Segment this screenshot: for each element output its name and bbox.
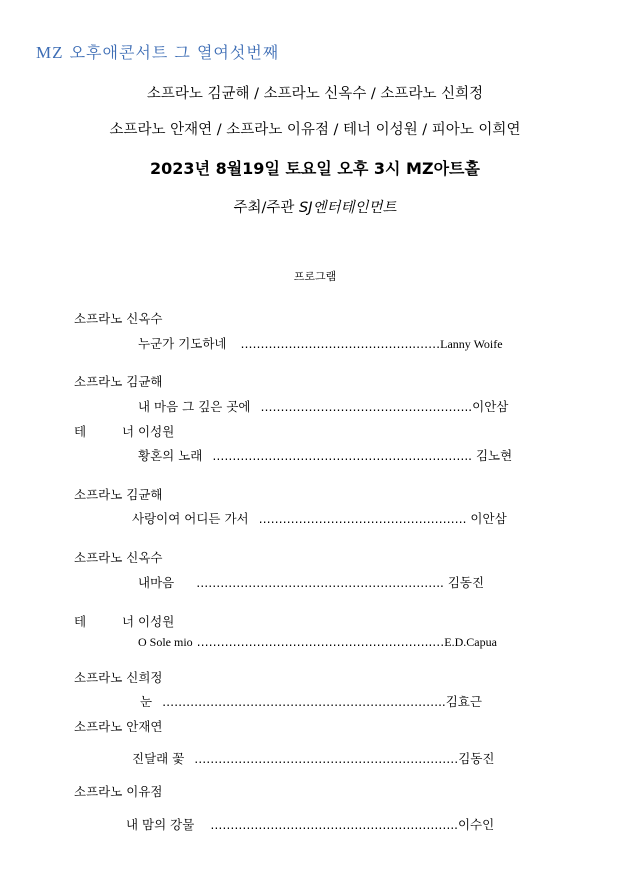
program-song-row (138, 397, 508, 415)
concert-title (36, 40, 279, 63)
song-title: 내 마음 그 깊은 곳에 (138, 399, 251, 414)
program-performer: 소프라노 신옥수 (74, 550, 163, 565)
dot-leader: ……………………………………………………….. (212, 449, 472, 463)
program-performer: 테 너 이성원 (74, 614, 175, 629)
song-title: 황혼의 노래 (138, 448, 203, 463)
song-title: 눈 (140, 694, 153, 709)
concert-title-korean: 오후애콘서트 그 열여섯번째 (69, 43, 280, 62)
song-composer: 김동진 (458, 751, 495, 766)
program-song-row (138, 573, 484, 591)
dot-leader: ………………………………………………………… (194, 752, 459, 766)
song-title: 누군가 기도하네 (138, 336, 227, 351)
concert-date: 2023년 8월19일 토요일 오후 3시 MZ아트홀 (150, 159, 480, 178)
host-label: 주최/주관 (233, 200, 295, 216)
host-line (0, 196, 630, 217)
song-composer: Lanny Woife (440, 337, 503, 351)
program-song-row (132, 509, 507, 527)
program-performer: 테 너 이성원 (74, 424, 175, 439)
song-composer: E.D.Capua (444, 635, 497, 649)
dot-leader: …………………………………………….. (260, 400, 473, 414)
program-song-row (140, 692, 482, 710)
program-song-row (138, 446, 512, 464)
dot-leader: ……………………………………………. (258, 512, 467, 526)
song-composer: 이수인 (457, 817, 495, 832)
dot-leader: ……………………………………..…… (240, 337, 441, 351)
program-performer: 소프라노 안재연 (74, 719, 163, 734)
program-song-row (138, 634, 497, 650)
program-performer: 소프라노 김균해 (74, 374, 163, 389)
dot-leader: …………………………………………………….. (196, 576, 444, 590)
program-song-row (138, 334, 503, 352)
concert-title-latin: MZ (36, 43, 64, 62)
program-heading: 프로그램 (293, 270, 337, 283)
song-composer: 김동진 (447, 575, 485, 590)
program-performer: 소프라노 김균해 (74, 487, 163, 502)
program-song-row (132, 749, 495, 767)
song-title: O Sole mio (138, 635, 193, 649)
song-composer: 이안삼 (472, 399, 509, 414)
program-performer: 소프라노 이유점 (74, 784, 163, 799)
dot-leader: …………………………………………………………….. (162, 695, 446, 709)
dot-leader: …………………………………………………..… (196, 635, 445, 649)
song-title: 진달래 꽃 (132, 751, 185, 766)
song-composer: 김노현 (475, 448, 513, 463)
song-title: 내 맘의 강물 (126, 817, 195, 832)
program-performer: 소프라노 신희정 (74, 670, 163, 685)
song-title: 내마음 (138, 575, 175, 590)
song-title: 사랑이여 어디든 가서 (132, 511, 249, 526)
performers-line-2: 소프라노 안재연 / 소프라노 이유점 / 테너 이성원 / 피아노 이희연 (109, 122, 521, 138)
host-name: SJ엔터테인먼트 (299, 200, 397, 216)
dot-leader: …………………………………………………….. (210, 818, 458, 832)
program-performer: 소프라노 신옥수 (74, 311, 163, 326)
song-composer: 이안삼 (470, 511, 507, 526)
program-song-row (126, 815, 494, 833)
song-composer: 김효근 (445, 694, 482, 709)
performers-line-1: 소프라노 김균해 / 소프라노 신옥수 / 소프라노 신희정 (146, 86, 484, 102)
